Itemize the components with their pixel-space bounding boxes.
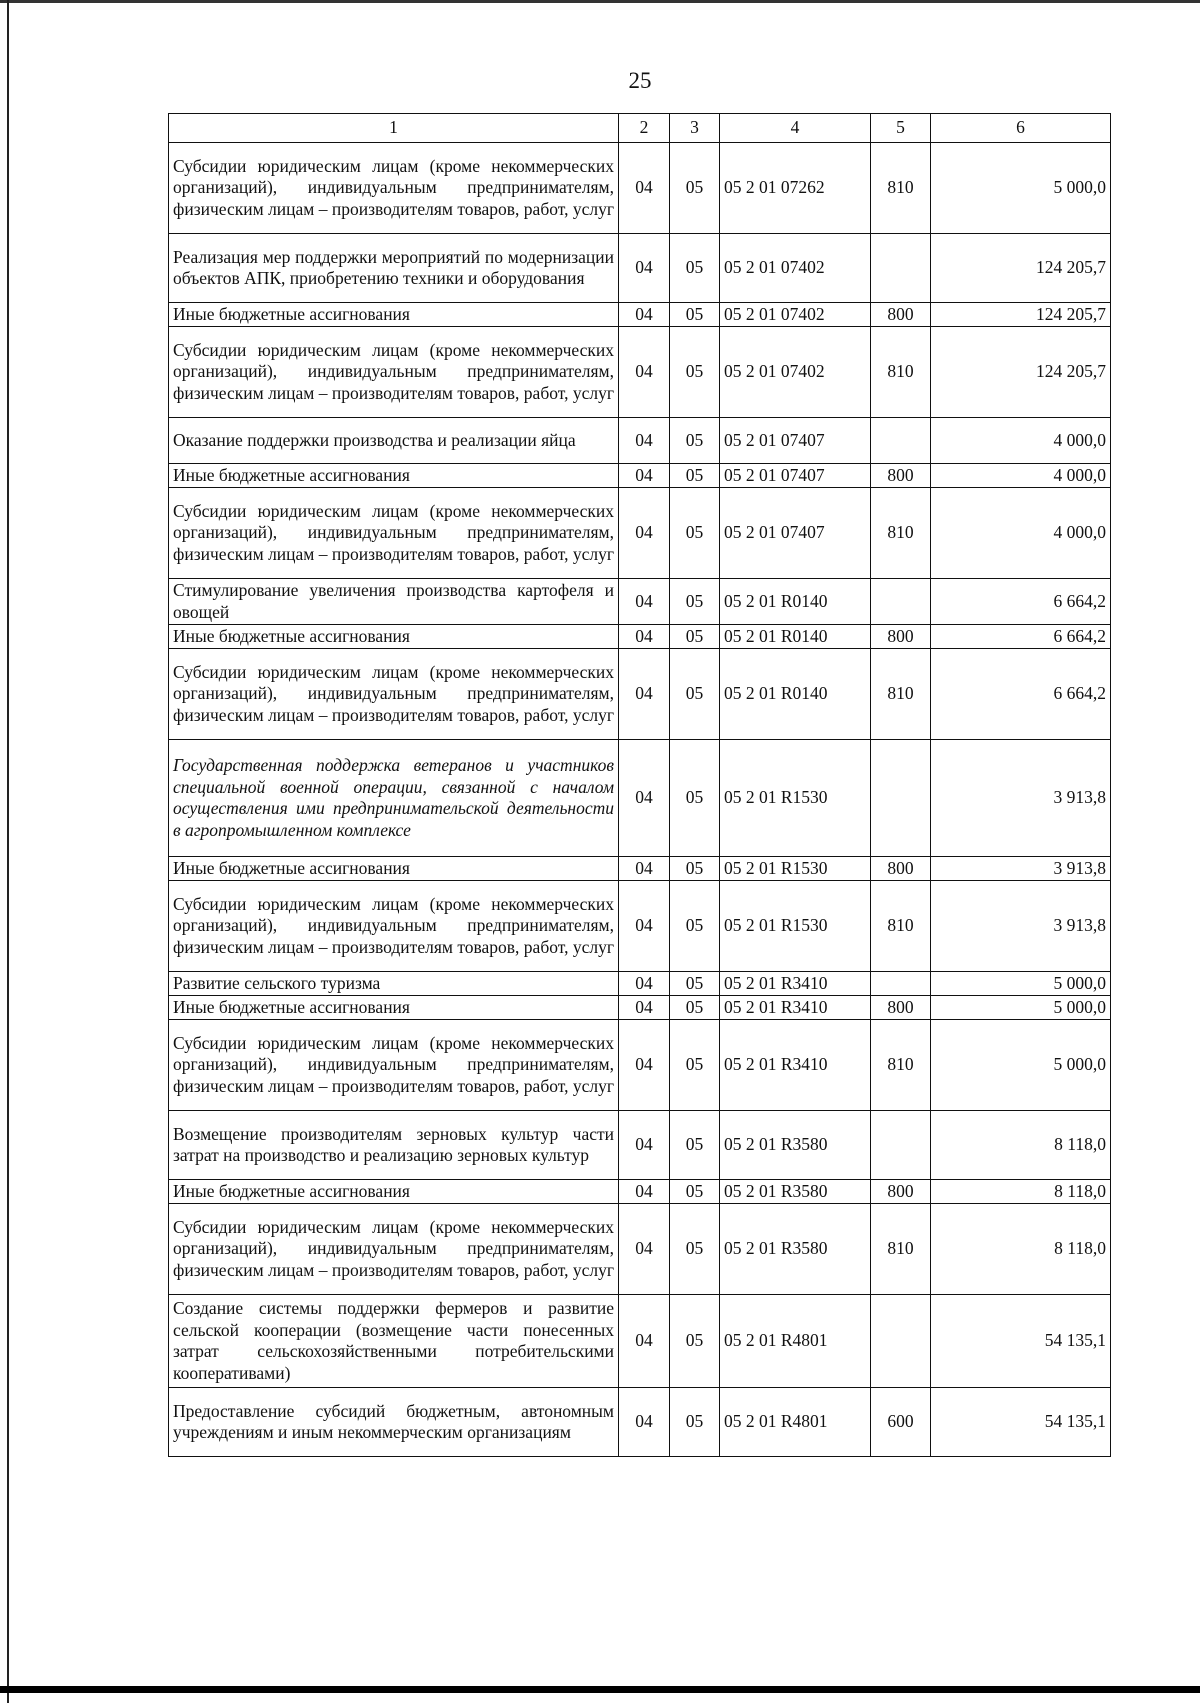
cell-subsection: 05 <box>670 996 720 1020</box>
cell-section: 04 <box>619 625 670 649</box>
cell-target: 05 2 01 R3410 <box>720 996 871 1020</box>
cell-sum: 124 205,7 <box>931 327 1111 418</box>
column-header-subsection: 3 <box>670 114 720 143</box>
table-row <box>169 579 1111 625</box>
cell-subsection: 05 <box>670 579 720 625</box>
cell-section: 04 <box>619 881 670 972</box>
cell-name: Субсидии юридическим лицам (кроме некоммерческих организаций), индивидуальным предпринимателям, физическим лицам – производителям товаров, работ, услуг <box>169 143 619 234</box>
cell-section: 04 <box>619 857 670 881</box>
cell-target: 05 2 01 R3410 <box>720 1020 871 1111</box>
cell-sum: 5 000,0 <box>931 996 1111 1020</box>
cell-sum: 5 000,0 <box>931 1020 1111 1111</box>
cell-name: Субсидии юридическим лицам (кроме некоммерческих организаций), индивидуальным предпринимателям, физическим лицам – производителям товаров, работ, услуг <box>169 327 619 418</box>
cell-group <box>871 740 931 857</box>
table-row <box>169 327 1111 418</box>
cell-section: 04 <box>619 1111 670 1180</box>
column-header-sum: 6 <box>931 114 1111 143</box>
cell-section: 04 <box>619 234 670 303</box>
cell-sum: 3 913,8 <box>931 881 1111 972</box>
column-header-name: 1 <box>169 114 619 143</box>
cell-subsection: 05 <box>670 881 720 972</box>
cell-target: 05 2 01 R1530 <box>720 740 871 857</box>
cell-subsection: 05 <box>670 327 720 418</box>
cell-name: Субсидии юридическим лицам (кроме некоммерческих организаций), индивидуальным предпринимателям, физическим лицам – производителям товаров, работ, услуг <box>169 1020 619 1111</box>
cell-subsection: 05 <box>670 418 720 464</box>
cell-sum: 124 205,7 <box>931 234 1111 303</box>
cell-sum: 4 000,0 <box>931 464 1111 488</box>
cell-group <box>871 234 931 303</box>
cell-name: Субсидии юридическим лицам (кроме некоммерческих организаций), индивидуальным предпринимателям, физическим лицам – производителям товаров, работ, услуг <box>169 881 619 972</box>
cell-group: 800 <box>871 303 931 327</box>
cell-name: Субсидии юридическим лицам (кроме некоммерческих организаций), индивидуальным предпринимателям, физическим лицам – производителям товаров, работ, услуг <box>169 649 619 740</box>
cell-name: Иные бюджетные ассигнования <box>169 625 619 649</box>
cell-group <box>871 579 931 625</box>
table-row <box>169 1020 1111 1111</box>
cell-name: Развитие сельского туризма <box>169 972 619 996</box>
table-row <box>169 1388 1111 1457</box>
cell-name: Возмещение производителям зерновых культур части затрат на производство и реализацию зерновых культур <box>169 1111 619 1180</box>
cell-target: 05 2 01 R0140 <box>720 625 871 649</box>
cell-section: 04 <box>619 1180 670 1204</box>
cell-section: 04 <box>619 1388 670 1457</box>
cell-subsection: 05 <box>670 1204 720 1295</box>
cell-target: 05 2 01 07402 <box>720 234 871 303</box>
cell-sum: 3 913,8 <box>931 857 1111 881</box>
cell-group: 810 <box>871 1020 931 1111</box>
cell-group: 800 <box>871 996 931 1020</box>
table-row <box>169 234 1111 303</box>
column-header-target: 4 <box>720 114 871 143</box>
cell-section: 04 <box>619 464 670 488</box>
cell-group <box>871 418 931 464</box>
cell-target: 05 2 01 R3410 <box>720 972 871 996</box>
cell-name: Оказание поддержки производства и реализации яйца <box>169 418 619 464</box>
cell-name: Предоставление субсидий бюджетным, автономным учреждениям и иным некоммерческим организациям <box>169 1388 619 1457</box>
table-row <box>169 740 1111 857</box>
cell-target: 05 2 01 R0140 <box>720 649 871 740</box>
cell-subsection: 05 <box>670 740 720 857</box>
cell-target: 05 2 01 07402 <box>720 327 871 418</box>
cell-target: 05 2 01 R0140 <box>720 579 871 625</box>
cell-name: Иные бюджетные ассигнования <box>169 1180 619 1204</box>
cell-group: 810 <box>871 1204 931 1295</box>
cell-name: Иные бюджетные ассигнования <box>169 303 619 327</box>
cell-name: Иные бюджетные ассигнования <box>169 996 619 1020</box>
cell-target: 05 2 01 R3580 <box>720 1204 871 1295</box>
scan-edge-left <box>7 0 9 1703</box>
cell-subsection: 05 <box>670 234 720 303</box>
scan-edge-top <box>0 0 1200 3</box>
cell-sum: 4 000,0 <box>931 418 1111 464</box>
cell-sum: 5 000,0 <box>931 143 1111 234</box>
cell-subsection: 05 <box>670 1388 720 1457</box>
cell-subsection: 05 <box>670 1020 720 1111</box>
cell-name: Иные бюджетные ассигнования <box>169 464 619 488</box>
cell-target: 05 2 01 07407 <box>720 488 871 579</box>
cell-section: 04 <box>619 1020 670 1111</box>
cell-target: 05 2 01 07407 <box>720 464 871 488</box>
cell-subsection: 05 <box>670 649 720 740</box>
cell-subsection: 05 <box>670 1295 720 1388</box>
cell-target: 05 2 01 R4801 <box>720 1295 871 1388</box>
column-header-group: 5 <box>871 114 931 143</box>
cell-group: 810 <box>871 649 931 740</box>
cell-sum: 4 000,0 <box>931 488 1111 579</box>
cell-name: Государственная поддержка ветеранов и участников специальной военной операции, связанной с началом осуществления ими предпринимательской деятельности в агропромышленном комплексе <box>169 740 619 857</box>
table-row <box>169 625 1111 649</box>
cell-section: 04 <box>619 996 670 1020</box>
table-row <box>169 857 1111 881</box>
cell-name: Реализация мер поддержки мероприятий по модернизации объектов АПК, приобретению техники и оборудования <box>169 234 619 303</box>
cell-target: 05 2 01 07407 <box>720 418 871 464</box>
budget-table <box>168 113 1111 1457</box>
table-row <box>169 1295 1111 1388</box>
cell-target: 05 2 01 R1530 <box>720 857 871 881</box>
cell-target: 05 2 01 R3580 <box>720 1180 871 1204</box>
cell-subsection: 05 <box>670 303 720 327</box>
cell-section: 04 <box>619 488 670 579</box>
cell-group <box>871 1111 931 1180</box>
cell-sum: 124 205,7 <box>931 303 1111 327</box>
cell-target: 05 2 01 07262 <box>720 143 871 234</box>
cell-section: 04 <box>619 303 670 327</box>
cell-sum: 6 664,2 <box>931 625 1111 649</box>
cell-group <box>871 1295 931 1388</box>
cell-sum: 5 000,0 <box>931 972 1111 996</box>
table-row <box>169 464 1111 488</box>
cell-section: 04 <box>619 972 670 996</box>
cell-subsection: 05 <box>670 1111 720 1180</box>
table-row <box>169 972 1111 996</box>
table-header-row <box>169 114 1111 143</box>
cell-section: 04 <box>619 327 670 418</box>
cell-sum: 6 664,2 <box>931 649 1111 740</box>
cell-sum: 8 118,0 <box>931 1180 1111 1204</box>
cell-section: 04 <box>619 143 670 234</box>
cell-subsection: 05 <box>670 625 720 649</box>
cell-target: 05 2 01 R1530 <box>720 881 871 972</box>
cell-subsection: 05 <box>670 464 720 488</box>
cell-sum: 8 118,0 <box>931 1111 1111 1180</box>
cell-group: 600 <box>871 1388 931 1457</box>
cell-sum: 3 913,8 <box>931 740 1111 857</box>
cell-subsection: 05 <box>670 143 720 234</box>
cell-subsection: 05 <box>670 488 720 579</box>
cell-section: 04 <box>619 1204 670 1295</box>
cell-name: Иные бюджетные ассигнования <box>169 857 619 881</box>
cell-name: Субсидии юридическим лицам (кроме некоммерческих организаций), индивидуальным предпринимателям, физическим лицам – производителям товаров, работ, услуг <box>169 1204 619 1295</box>
cell-section: 04 <box>619 1295 670 1388</box>
cell-group <box>871 972 931 996</box>
cell-name: Создание системы поддержки фермеров и развитие сельской кооперации (возмещение части понесенных затрат сельскохозяйственными потребительскими кооперативами) <box>169 1295 619 1388</box>
cell-sum: 54 135,1 <box>931 1295 1111 1388</box>
cell-group: 810 <box>871 488 931 579</box>
cell-sum: 54 135,1 <box>931 1388 1111 1457</box>
table-row <box>169 1180 1111 1204</box>
cell-sum: 6 664,2 <box>931 579 1111 625</box>
cell-subsection: 05 <box>670 857 720 881</box>
cell-group: 800 <box>871 1180 931 1204</box>
cell-section: 04 <box>619 418 670 464</box>
cell-group: 800 <box>871 625 931 649</box>
cell-sum: 8 118,0 <box>931 1204 1111 1295</box>
cell-name: Стимулирование увеличения производства картофеля и овощей <box>169 579 619 625</box>
table-row <box>169 1111 1111 1180</box>
cell-group: 810 <box>871 881 931 972</box>
table-row <box>169 881 1111 972</box>
table-row <box>169 418 1111 464</box>
cell-target: 05 2 01 R3580 <box>720 1111 871 1180</box>
cell-target: 05 2 01 R4801 <box>720 1388 871 1457</box>
cell-group: 800 <box>871 857 931 881</box>
table-row <box>169 649 1111 740</box>
page-number: 25 <box>628 68 652 93</box>
cell-section: 04 <box>619 740 670 857</box>
cell-group: 800 <box>871 464 931 488</box>
table-row <box>169 1204 1111 1295</box>
cell-name: Субсидии юридическим лицам (кроме некоммерческих организаций), индивидуальным предпринимателям, физическим лицам – производителям товаров, работ, услуг <box>169 488 619 579</box>
cell-subsection: 05 <box>670 1180 720 1204</box>
cell-section: 04 <box>619 579 670 625</box>
table-row <box>169 143 1111 234</box>
table-row <box>169 996 1111 1020</box>
scan-edge-bottom <box>0 1686 1200 1693</box>
cell-group: 810 <box>871 327 931 418</box>
cell-target: 05 2 01 07402 <box>720 303 871 327</box>
table-row <box>169 303 1111 327</box>
cell-group: 810 <box>871 143 931 234</box>
cell-subsection: 05 <box>670 972 720 996</box>
table-row <box>169 488 1111 579</box>
cell-section: 04 <box>619 649 670 740</box>
column-header-section: 2 <box>619 114 670 143</box>
